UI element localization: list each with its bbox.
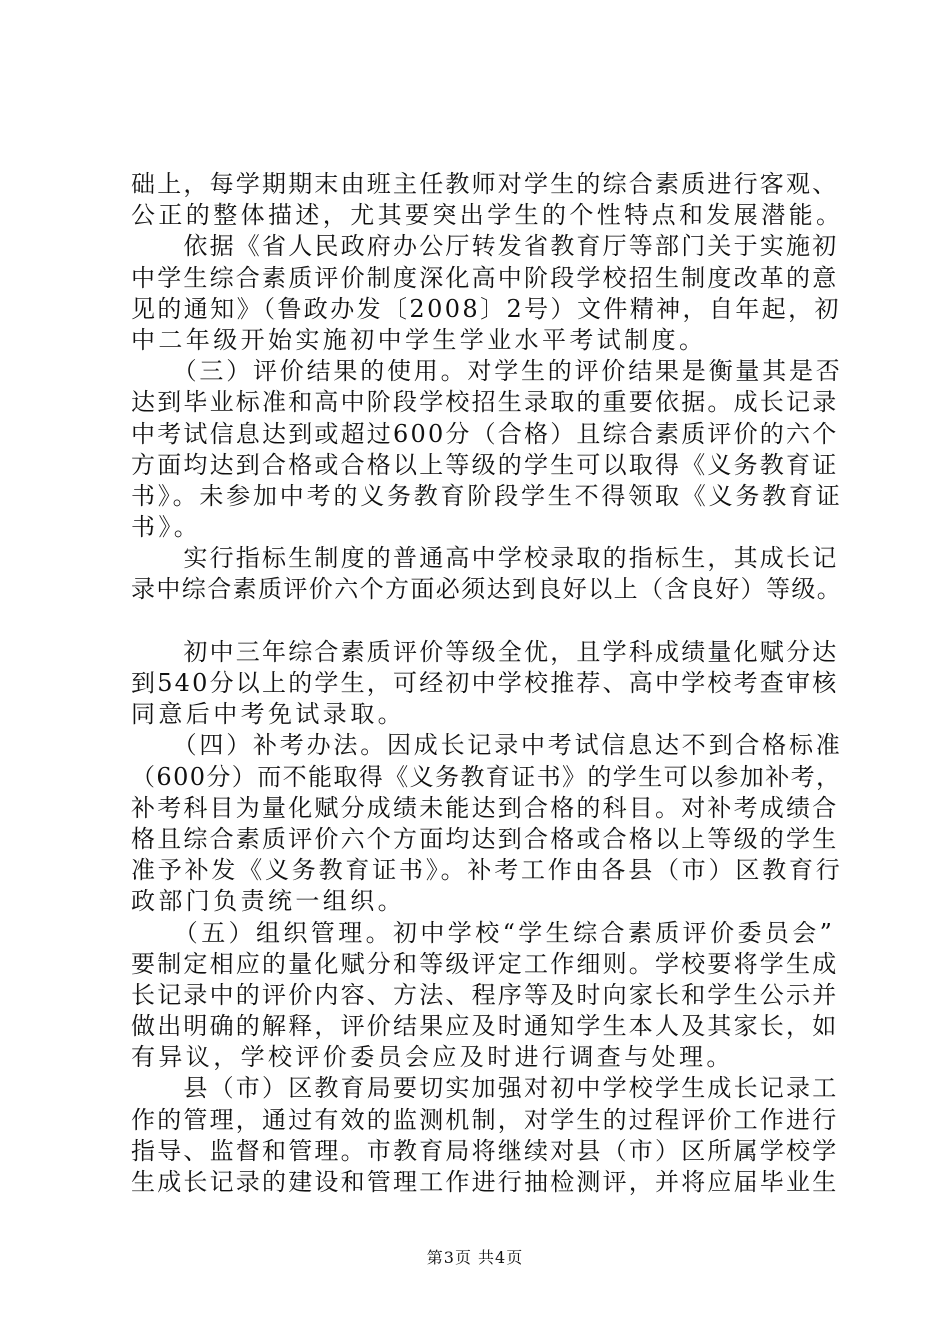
text-line: 依据《省人民政府办公厅转发省教育厅等部门关于实施初 (131, 232, 839, 261)
page-number-label: 第3页 共4页 (426, 1248, 524, 1267)
text-line: 中学生综合素质评价制度深化高中阶段学校招生制度改革的意 (131, 263, 839, 292)
text-line: 中考试信息达到或超过600分（合格）且综合素质评价的六个 (131, 419, 839, 448)
text-line: 同意后中考免试录取。 (131, 700, 405, 729)
text-line: 录中综合素质评价六个方面必须达到良好以上（含良好）等级。 (131, 575, 843, 604)
text-line: 生成长记录的建设和管理工作进行抽检测评，并将应届毕业生 (131, 1168, 839, 1196)
text-line: （600分）而不能取得《义务教育证书》的学生可以参加补考， (131, 762, 842, 791)
text-line: 到540分以上的学生，可经初中学校推荐、高中学校考查审核 (131, 669, 839, 697)
text-line: 政部门负责统一组织。 (131, 887, 405, 916)
text-line: 补考科目为量化赋分成绩未能达到合格的科目。对补考成绩合 (131, 793, 839, 822)
page-footer (0, 1245, 950, 1268)
text-line: （五）组织管理。初中学校“学生综合素质评价委员会” (131, 918, 836, 947)
text-line: 中二年级开始实施初中学生学业水平考试制度。 (131, 325, 707, 354)
text-line: 方面均达到合格或合格以上等级的学生可以取得《义务教育证 (131, 450, 839, 479)
text-line: 作的管理，通过有效的监测机制，对学生的过程评价工作进行 (131, 1105, 839, 1134)
text-line: 格且综合素质评价六个方面均达到合格或合格以上等级的学生 (131, 824, 839, 853)
text-line: 础上，每学期期末由班主任教师对学生的综合素质进行客观、 (131, 170, 839, 198)
text-line: 公正的整体描述，尤其要突出学生的个性特点和发展潜能。 (131, 201, 844, 230)
text-line: 实行指标生制度的普通高中学校录取的指标生，其成长记 (131, 544, 839, 573)
text-line: （四）补考办法。因成长记录中考试信息达不到合格标准 (131, 731, 843, 760)
text-line: 见的通知》（鲁政办发〔2008〕2号）文件精神，自年起，初 (131, 294, 841, 323)
paragraph-gap (131, 606, 836, 637)
text-line: 指导、监督和管理。市教育局将继续对县（市）区所属学校学 (131, 1136, 839, 1165)
text-line: 初中三年综合素质评价等级全优，且学科成绩量化赋分达 (131, 637, 839, 666)
text-line: 长记录中的评价内容、方法、程序等及时向家长和学生公示并 (131, 980, 839, 1009)
text-line: 准予补发《义务教育证书》。补考工作由各县（市）区教育行 (131, 856, 843, 885)
text-line: 书》。未参加中考的义务教育阶段学生不得领取《义务教育证 (131, 481, 843, 510)
document-body (131, 169, 844, 1198)
text-line: （三）评价结果的使用。对学生的评价结果是衡量其是否 (131, 357, 843, 386)
text-line: 要制定相应的量化赋分和等级评定工作细则。学校要将学生成 (131, 949, 839, 978)
text-line: 做出明确的解释，评价结果应及时通知学生本人及其家长，如 (131, 1012, 839, 1041)
text-line: 达到毕业标准和高中阶段学校招生录取的重要依据。成长记录 (131, 388, 839, 417)
text-line: 书》。 (131, 513, 202, 542)
text-line: 有异议，学校评价委员会应及时进行调查与处理。 (131, 1043, 734, 1072)
text-line: 县（市）区教育局要切实加强对初中学校学生成长记录工 (131, 1074, 839, 1103)
